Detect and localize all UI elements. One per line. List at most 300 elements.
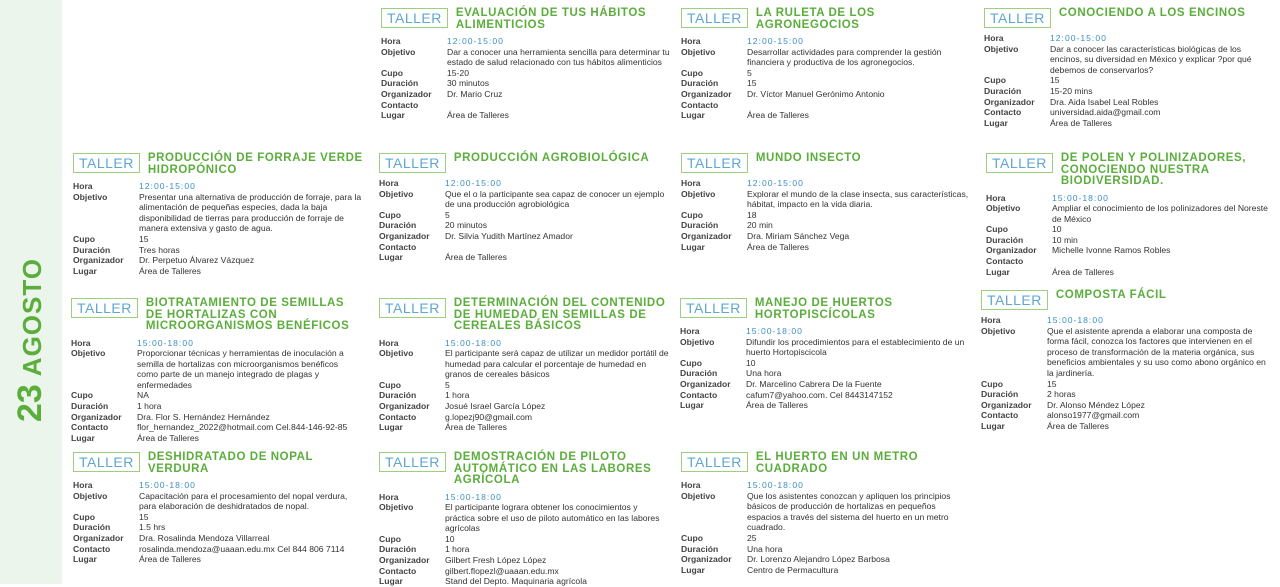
detail-value: 12:00-15:00 [747,36,804,46]
detail-value: 15-20 [447,67,469,78]
workshop-header [381,8,671,31]
detail-label: Duración [984,85,1022,96]
detail-row-cupo [681,210,971,221]
detail-label: Lugar [379,252,403,263]
detail-row-duracion [680,368,970,379]
detail-row-duracion [73,522,363,533]
workshop-details [379,178,669,263]
detail-label: Contacto [986,256,1024,267]
detail-value: 15:00-18:00 [746,326,803,336]
detail-row-cupo [379,210,669,221]
detail-row-cupo [381,68,671,79]
detail-value[interactable]: rosalinda.mendoza@uaaan.edu.mx Cel 844 806 7114 [139,543,345,554]
detail-label: Objetivo [984,43,1019,54]
detail-value [445,242,669,253]
detail-label: Organizador [381,88,432,99]
detail-label: Cupo [681,532,703,543]
detail-label: Duración [73,522,111,533]
workshop-details [681,36,971,121]
detail-label: Organizador [73,255,124,266]
detail-row-cupo [681,533,971,544]
detail-value: Que el asistente aprenda a elaborar una composta de forma fácil, conozca los factores que intervienen en el proceso de transformación de la materia orgánica, sus beneficios ambientales y su uso como abono orgánico en la jardinería. [1047,325,1266,378]
detail-value: 15 [139,511,149,522]
detail-value: 15:00-18:00 [747,480,804,490]
detail-row-hora [981,315,1271,326]
detail-label: Hora [986,192,1006,203]
detail-value: NA [137,390,149,401]
workshop-header [984,8,1274,28]
detail-label: Lugar [681,564,705,575]
detail-value: Área de Talleres [139,265,201,276]
detail-value[interactable]: alonso1977@gmail.com [1047,410,1140,421]
detail-label: Objetivo [681,46,716,57]
workshop-card [379,452,669,587]
detail-row-cupo [73,512,363,523]
detail-value: 15-20 mins [1050,85,1093,96]
detail-value: Una hora [747,543,783,554]
detail-row-lugar [71,433,361,444]
detail-value: 10 [746,357,756,368]
detail-value: Dra. Aida Isabel Leal Robles [1050,96,1159,107]
detail-label: Hora [379,491,399,502]
detail-row-organizador [379,231,669,242]
detail-label: Lugar [986,266,1010,277]
detail-row-hora [73,181,363,192]
detail-value: 15:00-18:00 [137,337,194,348]
detail-label: Organizador [73,532,124,543]
detail-row-cupo [379,534,669,545]
detail-label: Cupo [681,67,703,78]
detail-value: 10 [1052,224,1062,235]
detail-value: Josué Israel García López [445,401,546,412]
detail-label: Cupo [986,224,1008,235]
detail-row-organizador [681,554,971,565]
taller-tag: TALLER [381,8,448,28]
detail-value: Difundir los procedimientos para el establecimiento de un huerto Hortopiscicola [746,336,965,358]
detail-row-hora [381,36,671,47]
detail-row-objetivo [73,192,363,234]
detail-row-lugar [680,400,970,411]
detail-label: Lugar [981,420,1005,431]
detail-label: Lugar [680,400,704,411]
detail-label: Cupo [984,75,1006,86]
workshop-title: PRODUCCIÓN DE FORRAJE VERDE HIDROPÓNICO [147,152,363,176]
detail-row-objetivo [681,47,971,68]
detail-label: Cupo [379,209,401,220]
detail-row-hora [681,178,971,189]
detail-label: Hora [73,181,93,191]
workshop-title: DETERMINACIÓN DEL CONTENIDO DE HUMEDAD EN SEMILLAS DE CEREALES BÁSICOS [453,297,666,332]
detail-value: Dra. Flor S. Hernández Hernández [137,411,270,422]
workshop-header [981,290,1271,310]
taller-tag: TALLER [71,298,138,318]
detail-row-hora [379,338,669,349]
detail-row-organizador [73,533,363,544]
detail-row-lugar [73,266,363,277]
detail-value: 15:00-18:00 [445,491,502,502]
detail-label: Contacto [981,410,1019,421]
detail-value: Una hora [746,368,782,379]
detail-row-organizador [379,555,669,566]
detail-value: Explorar el mundo de la clase insecta, sus características, hábitat, impacto en la vida diaria. [747,188,969,210]
detail-label: Organizador [681,554,732,565]
detail-row-lugar [379,576,669,587]
detail-label: Contacto [379,411,417,422]
detail-row-contacto [986,256,1276,267]
taller-tag: TALLER [986,153,1053,173]
detail-label: Objetivo [381,46,416,57]
workshop-details [73,480,363,565]
detail-label: Objetivo [73,191,108,202]
workshop-title: CONOCIENDO A LOS ENCINOS [1058,7,1246,19]
detail-value[interactable]: cafum7@yahoo.com. Cel 8443147152 [746,389,893,400]
detail-value: Dr. Marcelino Cabrera De la Fuente [746,378,882,389]
detail-row-lugar [681,110,971,121]
detail-label: Cupo [73,511,95,522]
detail-label: Hora [379,178,399,188]
event-date [13,258,47,422]
workshop-header [71,298,361,333]
detail-value: Tres horas [139,244,180,255]
detail-row-cupo [71,390,361,401]
detail-label: Organizador [680,378,731,389]
detail-row-contacto [981,410,1271,421]
detail-row-objetivo [681,189,971,210]
detail-row-objetivo [984,44,1274,76]
detail-label: Objetivo [379,348,414,359]
detail-label: Objetivo [681,188,716,199]
detail-value: Área de Talleres [137,432,199,443]
detail-label: Objetivo [71,348,106,359]
detail-row-duracion [379,390,669,401]
workshop-header [681,452,971,475]
detail-row-contacto [71,422,361,433]
detail-row-contacto [379,242,669,253]
workshop-title: DEMOSTRACIÓN DE PILOTO AUTOMÁTICO EN LAS LABORES AGRÍCOLA [453,451,652,486]
detail-value: Área de Talleres [747,110,809,121]
workshop-details [680,326,970,411]
detail-row-organizador [680,379,970,390]
detail-row-contacto [984,107,1274,118]
detail-value: 15 [747,78,757,89]
detail-row-cupo [986,224,1276,235]
detail-row-hora [681,480,971,491]
taller-tag: TALLER [984,8,1051,28]
detail-value: 20 minutos [445,220,488,231]
detail-label: Objetivo [986,203,1021,214]
workshop-title: DESHIDRATADO DE NOPAL VERDURA [147,451,313,475]
detail-value: Que el o la participante sea capaz de conocer un ejemplo de una producción agrobiológica [445,188,665,210]
detail-label: Duración [381,78,419,89]
taller-tag: TALLER [379,153,446,173]
detail-label: Contacto [71,422,109,433]
detail-value: Dar a conocer una herramienta sencilla para determinar tu estado de salud relacionado con tus hábitos alimenticios [447,46,670,68]
detail-label: Hora [71,337,91,348]
detail-label: Duración [981,389,1019,400]
detail-value: 12:00-15:00 [1050,33,1107,43]
detail-value: 20 min [747,220,773,231]
detail-row-objetivo [981,326,1271,379]
detail-value: 10 min [1052,234,1078,245]
detail-value: Dr. Silvia Yudith Martínez Amador [445,230,573,241]
taller-tag: TALLER [379,452,446,472]
workshop-card [681,8,971,121]
detail-label: Objetivo [981,325,1016,336]
detail-label: Duración [379,544,417,555]
detail-row-cupo [981,379,1271,390]
detail-row-contacto [681,100,971,111]
detail-label: Duración [379,220,417,231]
detail-label: Lugar [379,576,403,587]
workshop-details [379,492,669,587]
detail-value: 1 hora [137,401,162,412]
detail-label: Hora [681,480,701,490]
workshop-header [379,298,669,333]
workshop-details [681,178,971,252]
detail-value: Área de Talleres [746,400,808,411]
detail-label: Hora [73,480,93,490]
detail-label: Lugar [71,432,95,443]
detail-label: Cupo [680,357,702,368]
detail-label: Contacto [681,99,719,110]
detail-row-duracion [681,78,971,89]
detail-value: Dra. Rosalinda Mendoza Villarreal [139,532,270,543]
detail-value: El participante lograra obtener los conocimientos y práctica sobre el uso de piloto automático en las labores agrícolas [445,502,660,534]
detail-row-organizador [681,231,971,242]
detail-row-duracion [379,220,669,231]
detail-label: Contacto [680,389,718,400]
detail-row-duracion [681,544,971,555]
detail-row-organizador [381,89,671,100]
detail-row-hora [73,480,363,491]
detail-row-hora [379,492,669,503]
workshop-details [681,480,971,575]
detail-label: Cupo [379,533,401,544]
detail-value[interactable]: flor_hernandez_2022@hotmail.com Cel.844-146-92-85 [137,422,348,433]
detail-value: 1 hora [445,390,470,401]
detail-row-objetivo [73,491,363,512]
detail-label: Hora [379,337,399,348]
detail-label: Organizador [681,88,732,99]
detail-value: 15 [1050,75,1060,86]
detail-label: Cupo [73,233,95,244]
detail-row-hora [986,193,1276,204]
detail-row-organizador [984,97,1274,108]
detail-value: Desarrollar actividades para comprender la gestión financiera y productiva de los agronegocios. [747,46,942,68]
detail-value: 10 [445,533,455,544]
detail-row-organizador [379,401,669,412]
detail-value: Dr. Lorenzo Alejandro López Barbosa [747,554,890,565]
detail-value: 5 [747,67,752,78]
detail-row-lugar [379,422,669,433]
detail-row-hora [680,326,970,337]
detail-label: Objetivo [379,502,414,513]
workshop-details [986,193,1276,278]
detail-label: Objetivo [680,336,715,347]
detail-label: Lugar [681,241,705,252]
detail-row-objetivo [680,337,970,358]
workshop-title: MUNDO INSECTO [755,152,862,164]
detail-row-organizador [981,400,1271,411]
detail-row-organizador [986,245,1276,256]
detail-value: Ampliar el conocimiento de los polinizadores del Noreste de México [1052,203,1268,224]
detail-value: 5 [445,379,450,390]
detail-row-lugar [981,421,1271,432]
detail-row-cupo [73,234,363,245]
detail-label: Contacto [73,543,111,554]
detail-label: Cupo [681,209,703,220]
detail-value: Área de Talleres [747,241,809,252]
taller-tag: TALLER [379,298,446,318]
detail-label: Duración [681,220,719,231]
detail-value: 12:00-15:00 [445,178,502,188]
detail-value: Área de Talleres [445,252,507,263]
detail-value: Capacitación para el procesamiento del nopal verdura, para elaboración de deshidratados de nopal. [139,490,348,512]
detail-row-cupo [984,75,1274,86]
detail-label: Cupo [381,67,403,78]
date-month: AGOSTO [17,257,47,377]
detail-label: Organizador [379,555,430,566]
detail-value[interactable]: g.lopezj90@gmail.com [445,411,533,422]
detail-row-objetivo [71,348,361,390]
detail-label: Organizador [681,230,732,241]
detail-value: Centro de Permacultura [747,564,839,575]
detail-label: Organizador [379,230,430,241]
detail-label: Hora [680,326,700,336]
detail-value: Stand del Depto. Maquinaria agrícola [445,576,587,587]
detail-value: 15 [139,233,149,244]
taller-tag: TALLER [681,452,748,472]
workshop-title: DE POLEN Y POLINIZADORES, CONOCIENDO NUESTRA BIODIVERSIDAD. [1060,152,1247,187]
workshop-details [381,36,671,121]
detail-label: Hora [381,36,401,46]
detail-row-organizador [681,89,971,100]
detail-row-objetivo [381,47,671,68]
detail-row-duracion [379,544,669,555]
detail-row-objetivo [681,491,971,533]
detail-row-hora [71,338,361,349]
detail-label: Lugar [73,265,97,276]
detail-label: Duración [681,543,719,554]
detail-label: Cupo [71,390,93,401]
detail-label: Duración [680,368,718,379]
detail-value [447,100,671,111]
detail-row-objetivo [379,189,669,210]
detail-label: Hora [981,315,1001,325]
detail-value: Dr. Alonso Méndez López [1047,399,1145,410]
workshop-card [71,298,361,443]
detail-value: 12:00-15:00 [747,178,804,188]
detail-row-lugar [984,118,1274,129]
detail-value: 18 [747,209,757,220]
detail-value: 15:00-18:00 [1047,315,1104,325]
detail-value: El participante será capaz de utilizar un medidor portátil de humedad para calcular el porcentaje de humedad en granos de cereales básicos [445,348,669,380]
detail-label: Lugar [681,110,705,121]
detail-value: 15 [1047,378,1057,389]
detail-row-lugar [681,565,971,576]
detail-row-lugar [73,554,363,565]
detail-label: Organizador [981,399,1032,410]
detail-value: Presentar una alternativa de producción de forraje, para la alimentación de pequeñas especies, dada la baja disponibilidad de tierras para producción de forraje de manera extensiva y gasto de agua. [139,191,362,234]
detail-label: Objetivo [379,188,414,199]
taller-tag: TALLER [981,290,1048,310]
workshop-card [984,8,1274,128]
detail-row-lugar [379,252,669,263]
detail-label: Cupo [981,378,1003,389]
workshop-title: EL HUERTO EN UN METRO CUADRADO [755,451,919,475]
detail-label: Contacto [984,107,1022,118]
detail-row-cupo [681,68,971,79]
detail-row-contacto [379,566,669,577]
detail-row-objetivo [379,348,669,380]
workshop-title: EVALUACIÓN DE TUS HÁBITOS ALIMENTICIOS [455,7,647,31]
detail-value: 2 horas [1047,389,1076,400]
detail-value: Dra. Miriam Sánchez Vega [747,230,850,241]
detail-value[interactable]: gilbert.flopezl@uaaan.edu.mx [445,565,559,576]
detail-row-hora [379,178,669,189]
detail-label: Contacto [381,99,419,110]
detail-row-duracion [71,401,361,412]
workshop-card [981,290,1271,432]
workshop-card [681,153,971,252]
workshop-header [379,452,669,487]
detail-label: Lugar [379,422,403,433]
workshop-card [381,8,671,121]
workshop-header [379,153,669,173]
detail-value: Dr. Mario Cruz [447,88,503,99]
workshop-title: MANEJO DE HUERTOS HORTOPISCÍCOLAS [754,297,893,321]
detail-label: Hora [984,33,1004,43]
detail-value: 30 minutos [447,78,490,89]
detail-label: Organizador [71,411,122,422]
detail-value: 12:00-15:00 [139,181,196,191]
detail-value: 15:00-18:00 [1052,192,1109,203]
workshop-card [681,452,971,575]
workshop-card [379,298,669,433]
workshop-title: PRODUCCIÓN AGROBIOLÓGICA [453,152,650,164]
detail-value: Área de Talleres [1050,117,1112,128]
workshop-card [73,452,363,565]
detail-row-contacto [73,544,363,555]
detail-row-contacto [381,100,671,111]
detail-value: Dar a conocer las características biológicas de los encinos, su diversidad en México y explicar ?por qué debemos de conservarlos? [1050,43,1252,75]
detail-value: Gilbert Fresh López López [445,555,547,566]
detail-label: Organizador [984,96,1035,107]
detail-value: Área de Talleres [445,422,507,433]
taller-tag: TALLER [73,452,140,472]
detail-value [1052,256,1276,267]
taller-tag: TALLER [73,153,140,173]
detail-row-cupo [680,358,970,369]
detail-row-duracion [73,245,363,256]
date-day: 23 [11,384,49,423]
detail-label: Hora [681,178,701,188]
workshop-header [680,298,970,321]
detail-row-hora [984,33,1274,44]
workshop-header [73,153,363,176]
detail-row-duracion [986,235,1276,246]
workshop-details [984,33,1274,128]
taller-tag: TALLER [681,8,748,28]
detail-value: Michelle Ivonne Ramos Robles [1052,245,1171,256]
detail-row-contacto [379,412,669,423]
detail-row-lugar [681,242,971,253]
detail-row-objetivo [379,502,669,534]
detail-value: 15:00-18:00 [445,337,502,348]
detail-value[interactable]: universidad.aida@gmail.com [1050,107,1161,118]
detail-value: Área de Talleres [1047,420,1109,431]
detail-value: Proporcionar técnicas y herramientas de inoculación a semilla de hortalizas con microorganismos benéficos como parte de un manejo integrado de plagas y enfermedades [137,348,344,390]
